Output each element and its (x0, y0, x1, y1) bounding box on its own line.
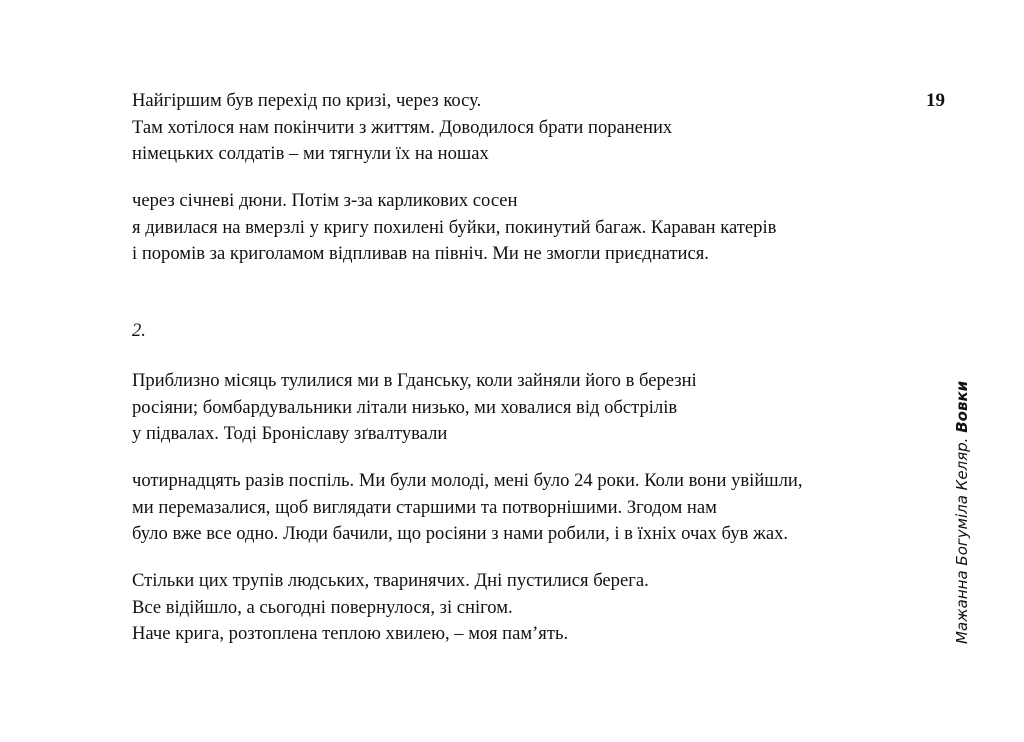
poem-line: було вже все одно. Люди бачили, що росіяни з нами робили, і в їхніх очах був жах. (132, 523, 789, 544)
poem-line: ми перемазалися, щоб виглядати старшими та потворнішими. Згодом нам (132, 496, 717, 518)
section-number: 2. (132, 320, 146, 341)
running-head-author: Мажанна Богуміла Келяр. (953, 437, 971, 644)
poem-line: у підвалах. Тоді Броніславу зґвалтували (132, 423, 448, 444)
stanza-2 (132, 188, 912, 268)
poem-line: Наче крига, розтоплена теплою хвилею, – моя пам’ять. (132, 623, 569, 644)
poem-line: і поромів за криголамом відпливав на північ. Ми не змогли приєднатися. (132, 243, 709, 264)
stanza-3 (132, 368, 912, 448)
poem-line: Стільки цих трупів людських, тваринячих. Дні пустилися берега. (132, 570, 649, 591)
poem-line: росіяни; бомбардувальники літали низько, ми ховалися від обстрілів (132, 396, 678, 418)
stanza-5 (132, 568, 912, 648)
page-number: 19 (926, 90, 945, 111)
running-head (953, 381, 971, 644)
poem-line: Все відійшло, а сьогодні повернулося, зі снігом. (132, 596, 513, 618)
poem-line: Найгіршим був перехід по кризі, через косу. (132, 90, 482, 111)
stanza-4 (132, 468, 912, 548)
poem-line: я дивилася на вмерзлі у кригу похилені буйки, покинутий багаж. Караван катерів (132, 216, 777, 238)
poem-line: чотирнадцять разів поспіль. Ми були молоді, мені було 24 роки. Коли вони увійшли, (132, 470, 803, 491)
poem-line: через січневі дюни. Потім з-за карликових сосен (132, 190, 518, 211)
poem-line: Приблизно місяць тулилися ми в Гданську, коли зайняли його в березні (132, 370, 697, 391)
running-head-title: Вовки (953, 380, 971, 433)
poem-line: німецьких солдатів – ми тягнули їх на ношах (132, 143, 489, 164)
stanza-1 (132, 88, 912, 168)
poem-line: Там хотілося нам покінчити з життям. Доводилося брати поранених (132, 116, 673, 138)
